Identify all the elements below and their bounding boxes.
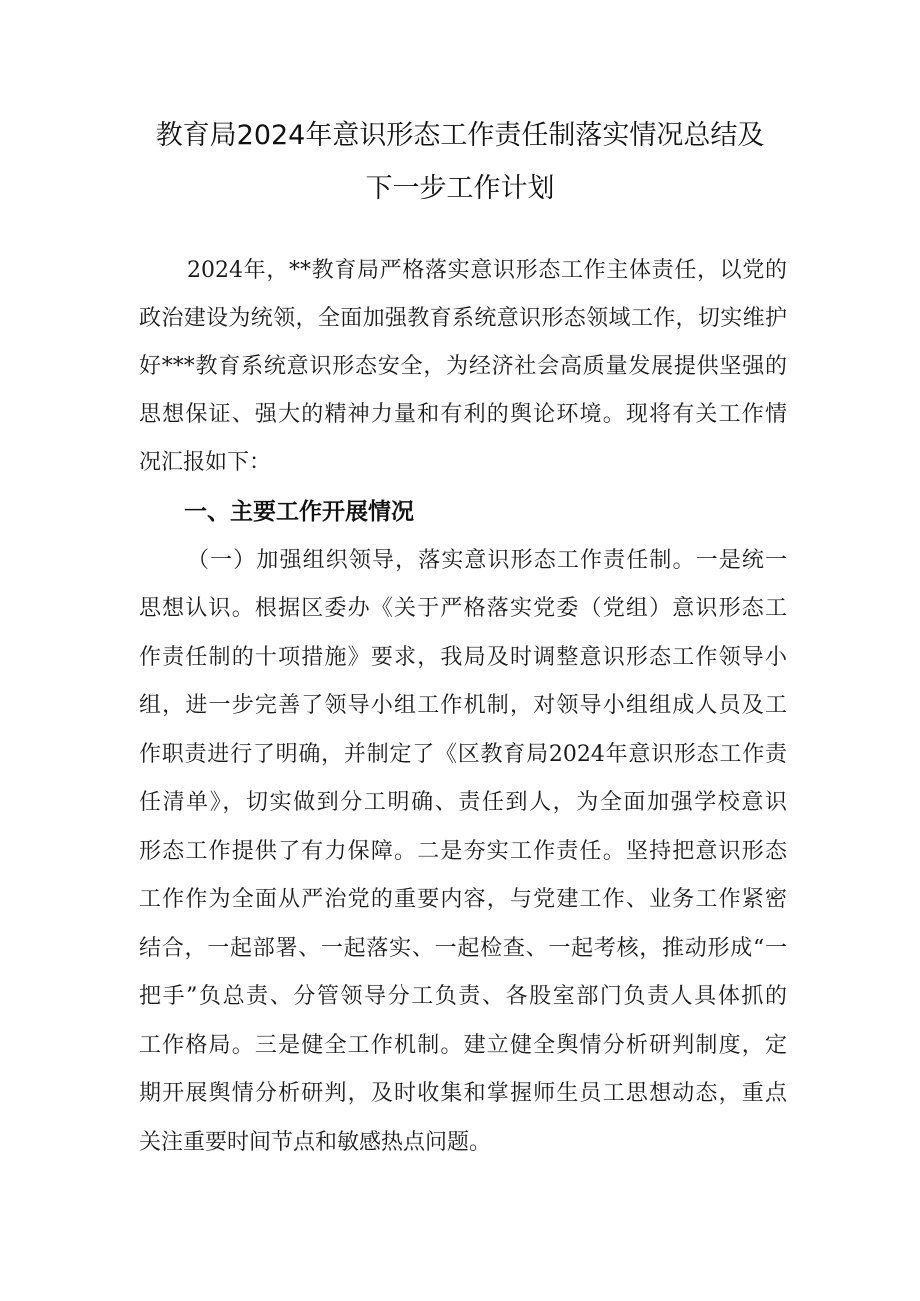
section1-line: 工作格局。三是健全工作机制。建立健全舆情分析研判制度，定 [139, 1033, 787, 1058]
section1-line: 形态工作提供了有力保障。二是夯实工作责任。坚持把意识形态 [139, 839, 787, 864]
section1-line: 组，进一步完善了领导小组工作机制，对领导小组组成人员及工 [139, 693, 787, 718]
section1-line: 关注重要时间节点和敏感热点问题。 [139, 1130, 492, 1155]
section1-line: 把手”负总责、分管领导分工负责、各股室部门负责人具体抓的 [139, 984, 787, 1009]
intro-line: 好***教育系统意识形态安全，为经济社会高质量发展提供坚强的 [139, 354, 787, 379]
intro-line: 2024年，**教育局严格落实意识形态工作主体责任，以党的 [187, 258, 787, 283]
section1-line: 工作作为全面从严治党的重要内容，与党建工作、业务工作紧密 [139, 887, 787, 912]
section-heading: 一、主要工作开展情况 [184, 499, 414, 525]
section1-line: 作责任制的十项措施》要求，我局及时调整意识形态工作领导小 [139, 645, 787, 670]
section1-line: 任清单》，切实做到分工明确、责任到人，为全面加强学校意识 [139, 790, 787, 815]
document-title-line-2: 下一步工作计划 [365, 173, 555, 204]
intro-line: 思想保证、强大的精神力量和有利的舆论环境。现将有关工作情 [139, 402, 787, 427]
section1-line: 结合，一起部署、一起落实、一起检查、一起考核，推动形成“一 [139, 936, 787, 961]
section1-line: 思想认识。根据区委办《关于严格落实党委（党组）意识形态工 [139, 596, 787, 621]
section1-line: （一）加强组织领导，落实意识形态工作责任制。一是统一 [187, 548, 787, 573]
section1-line: 作职责进行了明确，并制定了《区教育局2024年意识形态工作责 [139, 742, 787, 767]
document-title-line-1: 教育局2024年意识形态工作责任制落实情况总结及 [155, 120, 765, 151]
intro-line: 政治建设为统领，全面加强教育系统意识形态领域工作，切实维护 [139, 306, 787, 331]
intro-line: 况汇报如下： [139, 450, 272, 475]
section1-line: 期开展舆情分析研判，及时收集和掌握师生员工思想动态，重点 [139, 1081, 787, 1106]
